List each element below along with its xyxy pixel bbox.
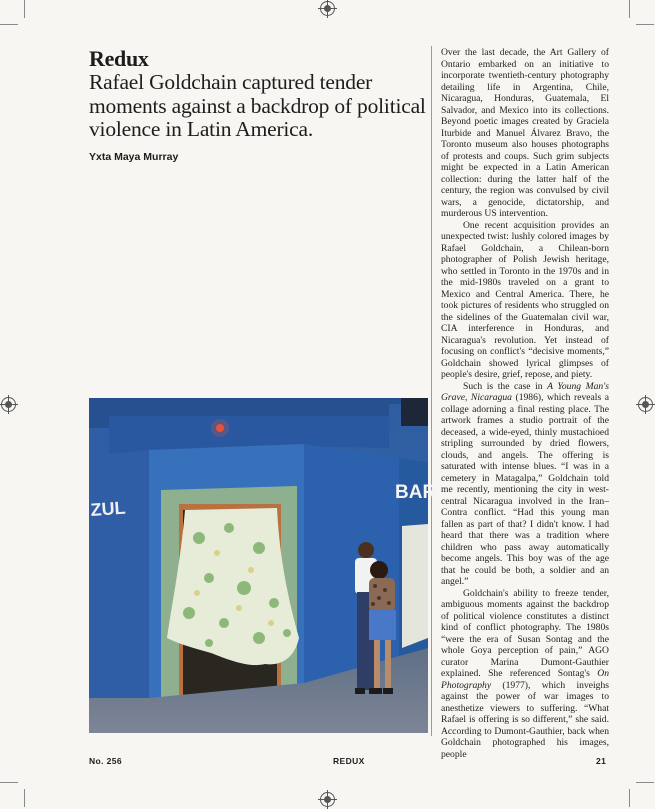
issue-number: No. 256 (89, 756, 123, 766)
crop-mark (629, 789, 630, 807)
running-section: REDUX (333, 756, 365, 766)
sign-right: BAR (395, 482, 437, 503)
photograph (89, 398, 437, 733)
paragraph: Over the last decade, the Art Gallery of Ontario embarked on an initiative to incorporate twentieth-century photography detailing life in Argentina, Chile, Nicaragua, Honduras, Guatemala, El Salvador, and Mexico into its collections. Beyond poetic images created by Graciela Iturbide and Manuel Álvarez Bravo, the Toronto museum also houses photographs of protests and coups. Such grim subjects might be expected in a Latin American collection: during the latter half of the century, the region was convulsed by civil wars, a genocide, dictatorship, and murderous US intervention. (441, 47, 609, 219)
article-header (89, 48, 434, 163)
registration-mark-icon (638, 397, 653, 412)
crop-mark (629, 0, 630, 18)
sign-left: ZUL (89, 497, 127, 520)
page-number: 21 (596, 756, 607, 766)
crop-mark (24, 0, 25, 18)
crop-mark (0, 24, 18, 25)
paragraph (441, 381, 609, 588)
artwork-title: A Young Man's Grave, Nicaragua (441, 380, 609, 403)
right-doorway (402, 524, 428, 648)
night-sky (401, 398, 428, 426)
body-text-column (441, 47, 609, 760)
registration-mark-icon (320, 1, 335, 16)
registration-mark-icon (1, 397, 16, 412)
paragraph-text: (1977), which inveighs against the power of war images to anesthetize viewers to suffering. “What Rafael is offering is so different,” she said. According to Dumont-Gauthier, back when Goldchain photographed his images, people (441, 679, 609, 760)
byline: Yxta Maya Murray (89, 150, 179, 163)
paragraph-text: (1986), which reveals a collage adorning a final resting place. The artwork frames a studio portrait of the deceased, a wide-eyed, thinly mustachioed stripling surrounded by dried flowers, clouds, and angels. The offering is saturated with intense blues. “I was in a cemetery in Matagalpa,” Goldchain told me recently, mentioning the city in west-central Nicaragua involved in the Iran–Contra conflict. “Had this young man fallen as part of that? I didn't know. I had heard that there was a tradition where children who pass away automatically become angels. This boy was of the age that he could be both, a soldier and an angel.” (441, 392, 609, 587)
paragraph (441, 588, 609, 761)
registration-mark-icon (320, 792, 335, 807)
column-divider (431, 46, 432, 736)
paragraph-text: Goldchain's ability to freeze tender, ambiguous moments against the backdrop of political violence constitutes a distinct kind of conflict photography. The 1980s “were the era of Susan Sontag and the whole Goya perception of pain,” AGO curator Marina Dumont-Gauthier explained. She referenced Sontag's (441, 587, 609, 679)
book-title: On Photography (441, 668, 609, 691)
crop-mark (636, 24, 654, 25)
crop-mark (24, 789, 25, 807)
paragraph-text: Such is the case in (463, 380, 548, 392)
crop-mark (0, 782, 18, 783)
crop-mark (636, 782, 654, 783)
left-wall (89, 428, 149, 703)
section-kicker: Redux (89, 46, 149, 71)
paragraph: One recent acquisition provides an unexpected twist: lushly colored images by Rafael Goldchain, a Chilean-born photographer of Polish Jewish heritage, who settled in Toronto in the 1970s and in the mid-1980s traveled on a grant to Mexico and Central America. There, he took pictures of residents who struggled on the sidelines of the Guatemalan civil war, CIA interference in Honduras, and Nicaragua's revolution. Yet instead of focusing on conflict's “decisive moments,” Goldchain showed lyrical glimpses of people's desire, grief, repose, and piety. (441, 219, 609, 380)
article-dek: Rafael Goldchain captured tender moments against a backdrop of political violence in Latin America. (89, 70, 426, 141)
